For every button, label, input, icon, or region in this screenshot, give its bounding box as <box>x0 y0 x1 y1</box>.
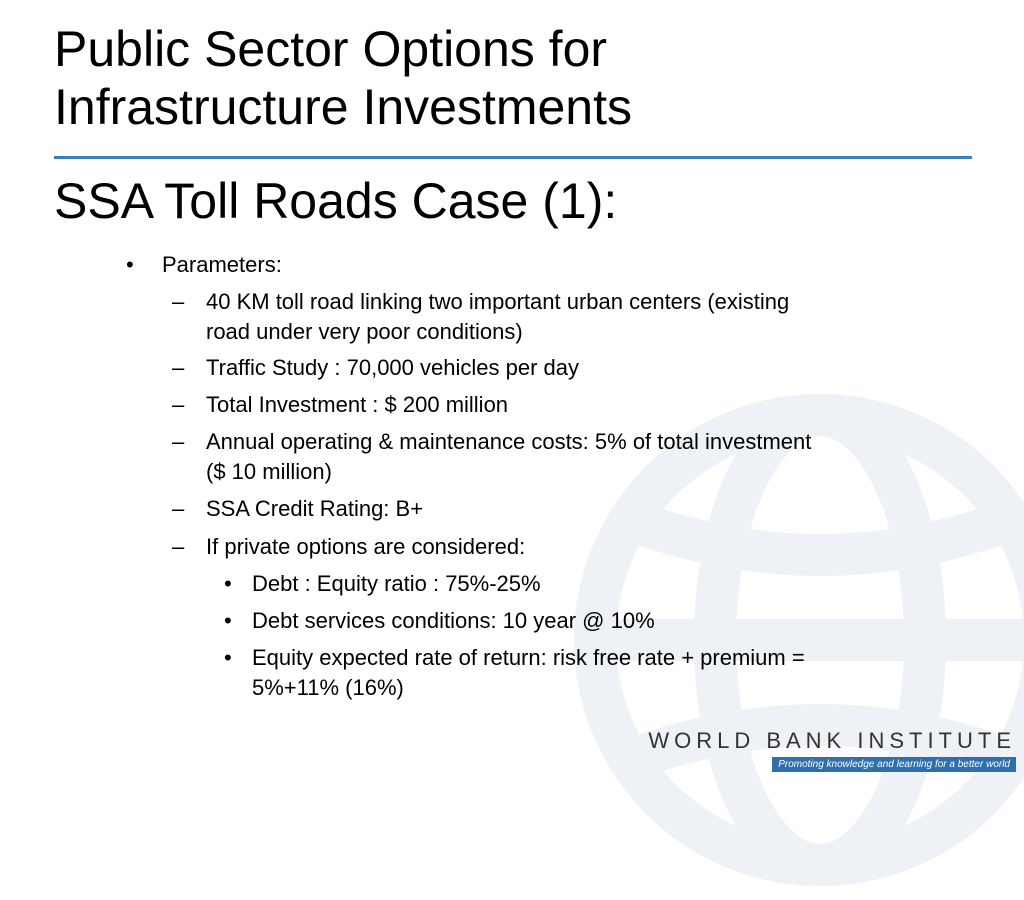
bullet-text-line: Equity expected rate of return: risk free rate + premium = <box>252 645 805 670</box>
footer-logo <box>648 728 1016 772</box>
sub-bullet-private-options <box>172 532 916 562</box>
sub-bullet-credit-rating <box>172 494 916 524</box>
bullet-marker: • <box>224 645 232 670</box>
bullet-marker: • <box>224 571 232 596</box>
slide-title <box>54 20 984 136</box>
bullet-text: Debt services conditions: 10 year @ 10% <box>252 608 655 633</box>
bullet-text: Debt : Equity ratio : 75%-25% <box>252 571 541 596</box>
sub-bullet-toll-road <box>172 287 916 347</box>
dash-marker: – <box>172 496 185 521</box>
bullet-text: Parameters: <box>162 252 282 277</box>
bullet-text-line: Annual operating & maintenance costs: 5% of total investment <box>206 429 812 454</box>
dash-marker: – <box>172 392 185 417</box>
bullet-text-line: ($ 10 million) <box>206 459 332 484</box>
bullet-text-line: 40 KM toll road linking two important urban centers (existing <box>206 289 790 314</box>
title-line-2: Infrastructure Investments <box>54 79 633 135</box>
slide-subtitle: SSA Toll Roads Case (1): <box>54 173 618 229</box>
sub-sub-bullet-equity-return <box>224 643 912 703</box>
sub-bullet-traffic <box>172 353 916 383</box>
bullet-text: SSA Credit Rating: B+ <box>206 496 424 521</box>
brand-name: WORLD BANK INSTITUTE <box>648 728 1016 753</box>
dash-marker: – <box>172 534 185 559</box>
sub-bullet-investment <box>172 390 916 420</box>
dash-marker: – <box>172 429 185 454</box>
title-divider <box>54 156 972 159</box>
title-line-1: Public Sector Options for <box>54 21 608 77</box>
bullet-text-line: road under very poor conditions) <box>206 319 523 344</box>
bullet-parameters <box>126 250 282 280</box>
sub-sub-bullet-debt-equity <box>224 569 912 599</box>
bullet-text: If private options are considered: <box>206 534 526 559</box>
bullet-marker: • <box>224 608 232 633</box>
bullet-marker: • <box>126 252 134 277</box>
bullet-text: Traffic Study : 70,000 vehicles per day <box>206 355 579 380</box>
sub-bullet-om-costs <box>172 427 916 487</box>
bullet-text-line: 5%+11% (16%) <box>252 675 404 700</box>
brand-tagline: Promoting knowledge and learning for a better world <box>772 757 1016 772</box>
bullet-text: Total Investment : $ 200 million <box>206 392 509 417</box>
dash-marker: – <box>172 355 185 380</box>
dash-marker: – <box>172 289 185 314</box>
sub-sub-bullet-debt-service <box>224 606 912 636</box>
